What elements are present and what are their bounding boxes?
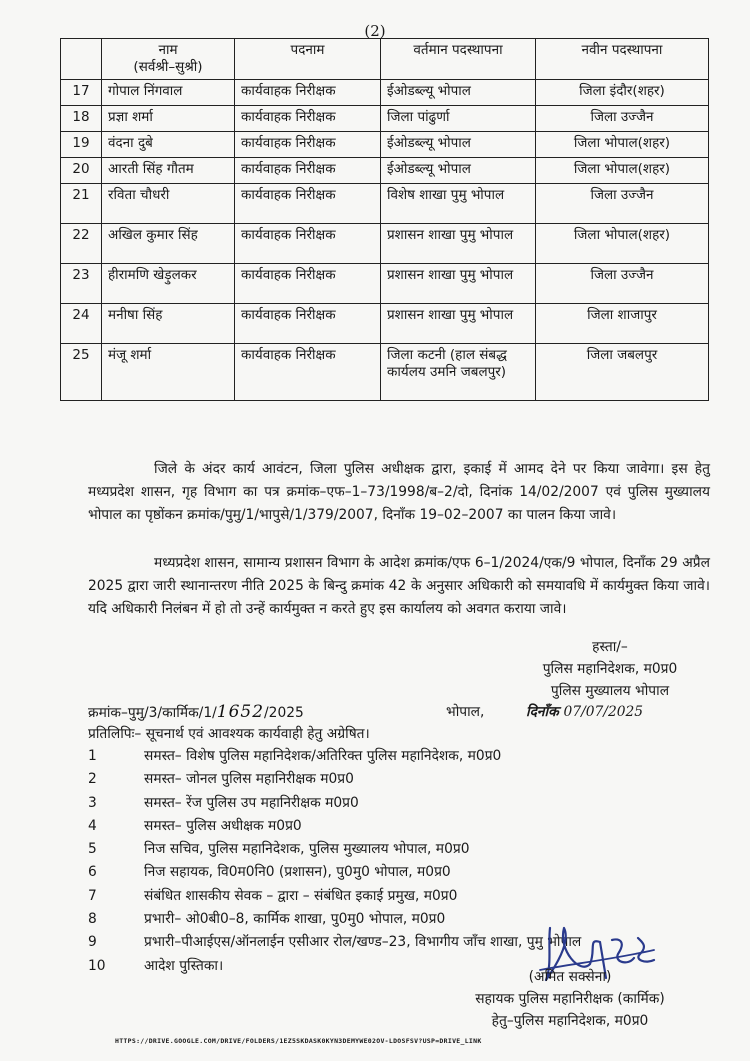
list-item (88, 838, 708, 861)
current-posting-cell: विशेष शाखा पुमु भोपाल (381, 184, 536, 224)
name-cell: रविता चौधरी (102, 184, 235, 224)
reference-prefix: क्रमांक–पुमु/3/कार्मिक/1/ (88, 705, 217, 721)
table-row (61, 132, 709, 158)
signatory-office: पुलिस मुख्यालय भोपाल (550, 683, 670, 699)
table-header-row (61, 39, 709, 80)
name-cell: अखिल कुमार सिंह (102, 224, 235, 264)
current-posting-cell: प्रशासन शाखा पुमु भोपाल (381, 304, 536, 344)
list-item-number: 5 (88, 841, 97, 858)
new-posting-cell: जिला इंदौर(शहर) (536, 80, 709, 106)
officer-for: हेतु–पुलिस महानिदेशक, म0प्र0 (491, 1013, 649, 1029)
header-new-posting: नवीन पदस्थापना (536, 39, 709, 80)
list-item (88, 861, 708, 884)
designation-cell: कार्यवाहक निरीक्षक (235, 224, 381, 264)
list-item-text: संबंधित शासकीय सेवक – द्वारा – संबंधित इकाई प्रमुख, म0प्र0 (144, 887, 458, 904)
signatory-title: पुलिस महानिदेशक, म0प्र0 (542, 661, 678, 677)
name-cell: मंजू शर्मा (102, 344, 235, 401)
designation-cell: कार्यवाहक निरीक्षक (235, 132, 381, 158)
list-item-number: 2 (88, 771, 97, 788)
new-posting-cell: जिला शाजापुर (536, 304, 709, 344)
reference-date (526, 702, 643, 722)
officer-title: सहायक पुलिस महानिरीक्षक (कार्मिक) (475, 991, 665, 1007)
current-posting-cell: जिला कटनी (हाल संबद्ध कार्यलय उमनि जबलपुर) (381, 344, 536, 401)
list-item-text: समस्त– रेंज पुलिस उप महानिरीक्षक म0प्र0 (144, 794, 359, 811)
list-item-number: 4 (88, 817, 97, 834)
list-item-number: 7 (88, 887, 97, 904)
officer-block (420, 966, 720, 1032)
new-posting-cell: जिला भोपाल(शहर) (536, 224, 709, 264)
list-item (88, 768, 708, 791)
list-item-text: आदेश पुस्तिका। (144, 957, 224, 974)
current-posting-cell: प्रशासन शाखा पुमु भोपाल (381, 224, 536, 264)
header-name-line2: (सर्वश्री–सुश्री) (133, 59, 203, 75)
table-row (61, 224, 709, 264)
list-item-number: 10 (88, 957, 106, 974)
list-item-number: 1 (88, 748, 97, 764)
current-posting-cell: ईओडब्ल्यू भोपाल (381, 132, 536, 158)
table-row (61, 80, 709, 106)
list-item-text: निज सहायक, वि0म0नि0 (प्रशासन), पु0मु0 भोपाल, म0प्र0 (144, 864, 451, 881)
name-cell: गोपाल निंगवाल (102, 80, 235, 106)
name-cell: वंदना दुबे (102, 132, 235, 158)
serial-cell: 24 (61, 304, 102, 344)
serial-cell: 22 (61, 224, 102, 264)
table-row (61, 158, 709, 184)
list-item-text: निज सचिव, पुलिस महानिदेशक, पुलिस मुख्यालय भोपाल, म0प्र0 (144, 841, 470, 858)
paragraph-relieving-order (88, 552, 710, 621)
officer-name: (अमित सक्सेना) (528, 969, 612, 985)
list-item-number: 3 (88, 794, 97, 811)
date-label: दिनाँक (526, 704, 559, 720)
table-row (61, 304, 709, 344)
list-item-text: प्रभारी– ओ0बी0–8, कार्मिक शाखा, पु0मु0 भोपाल, म0प्र0 (144, 911, 446, 928)
list-item-text: समस्त– जोनल पुलिस महानिरीक्षक म0प्र0 (144, 771, 354, 788)
list-item (88, 792, 708, 815)
paragraph-2-text: मध्यप्रदेश शासन, सामान्य प्रशासन विभाग के आदेश क्रमांक/एफ 6–1/2024/एक/9 भोपाल, दिनाँक 29 अप्रैल 2025 द्वारा जारी स्थानान्तरण नीति 2025 के बिन्दु क्रमांक 42 के अनुसार अधिकारी को समयावधि में कार्यमुक्त किया जावे। यदि अधिकारी निलंबन में हो तो उन्हें कार्यमुक्त न करते हुए इस कार्यालय को अवगत कराया जावे। (88, 555, 710, 617)
table-row (61, 184, 709, 224)
serial-cell: 23 (61, 264, 102, 304)
handwritten-reference-number: 1652 (216, 702, 265, 722)
designation-cell: कार्यवाहक निरीक्षक (235, 80, 381, 106)
name-cell: मनीषा सिंह (102, 304, 235, 344)
reference-number (88, 702, 304, 723)
designation-cell: कार्यवाहक निरीक्षक (235, 344, 381, 401)
current-posting-cell: प्रशासन शाखा पुमु भोपाल (381, 264, 536, 304)
designation-cell: कार्यवाहक निरीक्षक (235, 184, 381, 224)
new-posting-cell: जिला जबलपुर (536, 344, 709, 401)
designation-cell: कार्यवाहक निरीक्षक (235, 264, 381, 304)
list-item-text: समस्त– विशेष पुलिस महानिदेशक/अतिरिक्त पुलिस महानिदेशक, म0प्र0 (144, 748, 502, 764)
serial-cell: 25 (61, 344, 102, 401)
list-item-number: 8 (88, 911, 97, 928)
serial-cell: 19 (61, 132, 102, 158)
serial-cell: 17 (61, 80, 102, 106)
new-posting-cell: जिला उज्जैन (536, 184, 709, 224)
list-item-text: समस्त– पुलिस अधीक्षक म0प्र0 (144, 817, 302, 834)
signature-block-dgp (500, 636, 720, 702)
current-posting-cell: ईओडब्ल्यू भोपाल (381, 80, 536, 106)
designation-cell: कार्यवाहक निरीक्षक (235, 304, 381, 344)
page-number: (2) (364, 22, 386, 40)
signed-mark: हस्ता/– (592, 639, 628, 655)
table-row (61, 264, 709, 304)
new-posting-cell: जिला भोपाल(शहर) (536, 158, 709, 184)
list-item-text: प्रभारी–पीआईएस/ऑनलाईन एसीआर रोल/खण्ड–23, विभागीय जाँच शाखा, पुमु भोपाल (144, 934, 582, 951)
transfer-table (60, 38, 709, 401)
new-posting-cell: जिला उज्जैन (536, 106, 709, 132)
list-item (88, 815, 708, 838)
footer-url: HTTPS://DRIVE.GOOGLE.COM/DRIVE/FOLDERS/1EZ5SKDASK0KYN3DEMYWE02OV-LDOSFSV?USP=DRIVE_LINK (115, 1037, 482, 1045)
reference-suffix: /2025 (264, 705, 304, 721)
serial-cell: 18 (61, 106, 102, 132)
header-name-line1: नाम (158, 42, 178, 58)
current-posting-cell: जिला पांढुर्णा (381, 106, 536, 132)
paragraph-work-allocation (88, 458, 710, 527)
table-row (61, 106, 709, 132)
name-cell: प्रज्ञा शर्मा (102, 106, 235, 132)
list-item-number: 6 (88, 864, 97, 881)
new-posting-cell: जिला उज्जैन (536, 264, 709, 304)
list-item (88, 885, 708, 908)
list-item-number: 9 (88, 934, 97, 951)
name-cell: हीरामणि खेड़ुलकर (102, 264, 235, 304)
serial-cell: 21 (61, 184, 102, 224)
header-serial (61, 39, 102, 80)
list-item (88, 745, 708, 768)
header-current-posting: वर्तमान पदस्थापना (381, 39, 536, 80)
copy-to-intro: प्रतिलिपिः– सूचनार्थ एवं आवश्यक कार्यवाही हेतु अग्रेषित। (88, 726, 370, 742)
header-designation: पदनाम (235, 39, 381, 80)
reference-city: भोपाल, (446, 704, 485, 720)
date-value: 07/07/2025 (563, 704, 644, 720)
paragraph-1-text: जिले के अंदर कार्य आवंटन, जिला पुलिस अधीक्षक द्वारा, इकाई में आमद देने पर किया जावेगा। इस हेतु मध्यप्रदेश शासन, गृह विभाग का पत्र क्रमांक–एफ–1–73/1998/ब–2/दो, दिनांक 14/02/2007 एवं पुलिस मुख्यालय भोपाल का पृष्ठोंकन क्रमांक/पुमु/1/भापुसे/1/379/2007, दिनाँक 19–02–2007 का पालन किया जावे। (88, 461, 710, 523)
designation-cell: कार्यवाहक निरीक्षक (235, 106, 381, 132)
serial-cell: 20 (61, 158, 102, 184)
header-name (102, 39, 235, 80)
current-posting-cell: ईओडब्ल्यू भोपाल (381, 158, 536, 184)
name-cell: आरती सिंह गौतम (102, 158, 235, 184)
new-posting-cell: जिला भोपाल(शहर) (536, 132, 709, 158)
designation-cell: कार्यवाहक निरीक्षक (235, 158, 381, 184)
table-row (61, 344, 709, 401)
